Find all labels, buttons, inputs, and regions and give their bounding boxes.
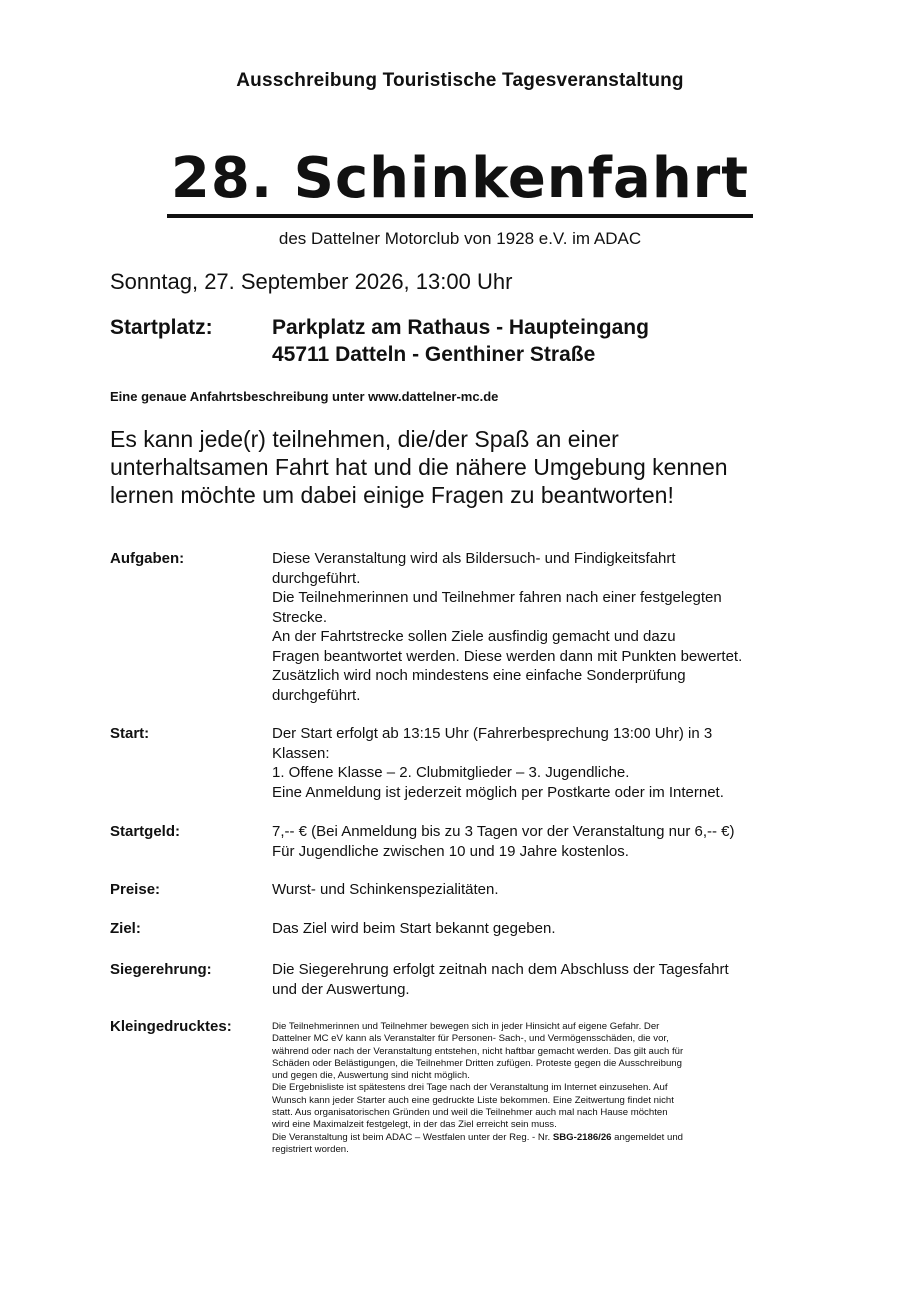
startgeld-label: Startgeld: (110, 823, 181, 840)
siegerehrung-text (272, 960, 817, 999)
text-line: Fragen beantwortet werden. Diese werden dann mit Punkten bewertet. (272, 647, 743, 665)
text-line: durchgeführt. (272, 686, 361, 704)
fine-line: Die Ergebnisliste ist spätestens drei Tage nach der Veranstaltung im Internet einzusehen. Auf (272, 1082, 668, 1094)
siegerehrung-label: Siegerehrung: (110, 961, 212, 978)
startplatz-line-1: Parkplatz am Rathaus - Haupteingang (272, 316, 649, 339)
aufgaben-label: Aufgaben: (110, 550, 185, 567)
text-line: Die Siegerehrung erfolgt zeitnah nach dem Abschluss der Tagesfahrt (272, 961, 729, 978)
directions-note: Eine genaue Anfahrtsbeschreibung unter www.dattelner-mc.de (110, 389, 499, 404)
text-line: und der Auswertung. (272, 980, 410, 998)
fine-line: Die Teilnehmerinnen und Teilnehmer bewegen sich in jeder Hinsicht auf eigene Gefahr. Der (272, 1021, 660, 1032)
fine-line: registriert worden. (272, 1143, 349, 1155)
fine-print (272, 1021, 817, 1156)
start-text (272, 724, 817, 802)
preise-label: Preise: (110, 881, 161, 898)
start-label: Start: (110, 725, 150, 742)
text-line: Das Ziel wird beim Start bekannt gegeben. (272, 920, 556, 937)
fine-line: Schäden oder Belästigungen, die Teilnehmer Dritten zufügen. Proteste gegen die Ausschreibung (272, 1057, 682, 1069)
text-line: Strecke. (272, 608, 328, 626)
fine-line: und gegen die, Auswertung sind nicht möglich. (272, 1070, 470, 1082)
text-line: Diese Veranstaltung wird als Bildersuch- und Findigkeitsfahrt (272, 550, 676, 567)
fine-line: während oder nach der Veranstaltung entstehen, nicht haftbar gemacht werden. Das gilt auch für (272, 1045, 684, 1057)
fine-line: Wunsch kann jeder Starter auch eine gedruckte Liste bekommen. Eine Zeitwertung findet nicht (272, 1094, 674, 1106)
registration-post: angemeldet und (611, 1131, 683, 1143)
startgeld-text (272, 822, 817, 861)
kleingedrucktes-label: Kleingedrucktes: (110, 1018, 232, 1035)
registration-number: SBG-2186/26 (552, 1131, 612, 1143)
ziel-label: Ziel: (110, 920, 141, 937)
startplatz-line-2: 45711 Datteln - Genthiner Straße (272, 343, 596, 366)
text-line: Zusätzlich wird noch mindestens eine einfache Sonderprüfung (272, 667, 686, 684)
registration-line (272, 1132, 817, 1144)
club-name: des Dattelner Motorclub von 1928 e.V. im ADAC (278, 229, 642, 248)
text-line: Klassen: (272, 744, 330, 762)
preise-text (272, 880, 817, 900)
aufgaben-text (272, 549, 817, 705)
text-line: Der Start erfolgt ab 13:15 Uhr (Fahrerbesprechung 13:00 Uhr) in 3 (272, 725, 713, 742)
fine-line: wird eine Maximalzeit festgelegt, in der das Ziel erreicht sein muss. (272, 1119, 557, 1131)
event-date: Sonntag, 27. September 2026, 13:00 Uhr (110, 269, 513, 294)
text-line: Die Teilnehmerinnen und Teilnehmer fahren nach einer festgelegten (272, 589, 722, 606)
text-line: Eine Anmeldung ist jederzeit möglich per Postkarte oder im Internet. (272, 783, 724, 801)
event-title: 28. Schinkenfahrt (167, 146, 753, 218)
text-line: An der Fahrtstrecke sollen Ziele ausfindig gemacht und dazu (272, 628, 676, 645)
document-header: Ausschreibung Touristische Tagesveranstaltung (236, 70, 684, 91)
fine-line: statt. Aus organisatorischen Gründen und weil die Teilnehmer auch mal nach Hause möchten (272, 1107, 668, 1119)
text-line: 1. Offene Klasse – 2. Clubmitglieder – 3. Jugendliche. (272, 764, 630, 781)
text-line: Wurst- und Schinkenspezialitäten. (272, 881, 499, 898)
startplatz-label: Startplatz: (110, 316, 213, 339)
ziel-text (272, 919, 817, 939)
text-line: durchgeführt. (272, 569, 361, 587)
intro-line: unterhaltsamen Fahrt hat und die nähere Umgebung kennen (110, 454, 728, 480)
intro-line: Es kann jede(r) teilnehmen, die/der Spaß an einer (110, 426, 619, 452)
title-block (0, 146, 920, 218)
text-line: Für Jugendliche zwischen 10 und 19 Jahre kostenlos. (272, 842, 629, 860)
fine-line: Dattelner MC eV kann als Veranstalter für Personen- Sach-, und Vermögensschäden, die vor, (272, 1033, 669, 1045)
registration-pre: Die Veranstaltung ist beim ADAC – Westfalen unter der Reg. - Nr. (272, 1131, 553, 1143)
text-line: 7,-- € (Bei Anmeldung bis zu 3 Tagen vor der Veranstaltung nur 6,-- €) (272, 823, 735, 840)
intro-line: lernen möchte um dabei einige Fragen zu beantworten! (110, 482, 674, 508)
intro-paragraph (110, 425, 830, 509)
